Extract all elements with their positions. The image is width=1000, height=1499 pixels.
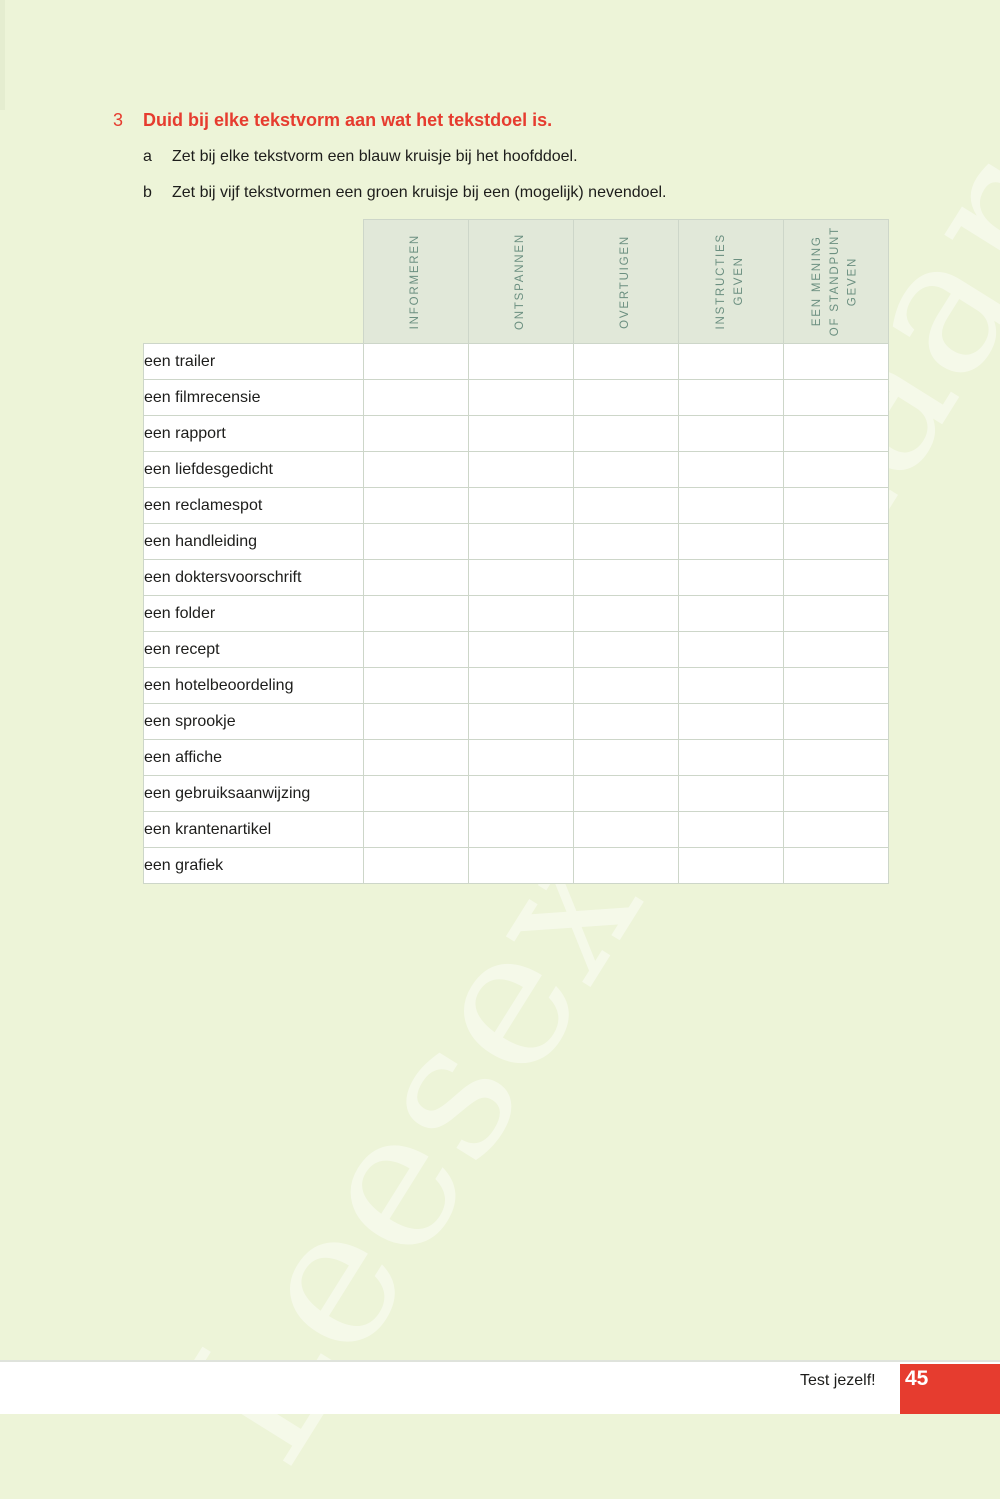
answer-cell[interactable] [783, 524, 888, 560]
answer-cell[interactable] [678, 524, 783, 560]
answer-cell[interactable] [783, 380, 888, 416]
table-row [144, 488, 889, 524]
row-label: een rapport [144, 416, 364, 452]
answer-cell[interactable] [678, 632, 783, 668]
answer-cell[interactable] [468, 560, 573, 596]
column-header-label: EEN MENING OF STANDPUNT GEVEN [810, 226, 859, 337]
answer-cell[interactable] [783, 488, 888, 524]
answer-cell[interactable] [573, 668, 678, 704]
table-row [144, 560, 889, 596]
answer-cell[interactable] [363, 596, 468, 632]
question-number: 3 [113, 110, 124, 130]
answer-cell[interactable] [678, 452, 783, 488]
answer-cell[interactable] [468, 344, 573, 380]
page-number: 45 [905, 1367, 929, 1390]
answer-cell[interactable] [468, 704, 573, 740]
subquestion-a-text: Zet bij elke tekstvorm een blauw kruisje bij het hoofddoel. [172, 148, 578, 165]
table-row [144, 416, 889, 452]
table-row [144, 704, 889, 740]
answer-cell[interactable] [783, 596, 888, 632]
row-label: een doktersvoorschrift [144, 560, 364, 596]
row-label: een affiche [144, 740, 364, 776]
row-label: een liefdesgedicht [144, 452, 364, 488]
column-header-informeren [363, 220, 468, 344]
answer-cell[interactable] [783, 344, 888, 380]
answer-cell[interactable] [363, 524, 468, 560]
answer-cell[interactable] [363, 452, 468, 488]
answer-cell[interactable] [363, 488, 468, 524]
answer-cell[interactable] [573, 524, 678, 560]
answer-cell[interactable] [678, 560, 783, 596]
table-row [144, 848, 889, 884]
column-header-label: INFORMEREN [408, 233, 421, 330]
answer-cell[interactable] [783, 812, 888, 848]
row-label: een krantenartikel [144, 812, 364, 848]
row-label: een sprookje [144, 704, 364, 740]
row-label: een recept [144, 632, 364, 668]
table-row [144, 452, 889, 488]
answer-cell[interactable] [573, 596, 678, 632]
column-header-overtuigen [573, 220, 678, 344]
answer-cell[interactable] [678, 776, 783, 812]
answer-cell[interactable] [363, 668, 468, 704]
answer-cell[interactable] [468, 776, 573, 812]
answer-cell[interactable] [783, 848, 888, 884]
footer-section-title: Test jezelf! [800, 1372, 876, 1389]
answer-cell[interactable] [573, 740, 678, 776]
answer-cell[interactable] [678, 344, 783, 380]
answer-cell[interactable] [363, 380, 468, 416]
subquestion-b-letter: b [143, 184, 152, 201]
answer-cell[interactable] [678, 848, 783, 884]
answer-cell[interactable] [363, 416, 468, 452]
answer-cell[interactable] [678, 596, 783, 632]
table-row [144, 596, 889, 632]
table-row [144, 344, 889, 380]
question-title: Duid bij elke tekstvorm aan wat het tekstdoel is. [143, 110, 553, 130]
column-header-label: OVERTUIGEN [618, 234, 631, 329]
text-purpose-table [143, 219, 889, 884]
table-row [144, 668, 889, 704]
answer-cell[interactable] [783, 704, 888, 740]
answer-cell[interactable] [363, 740, 468, 776]
answer-cell[interactable] [363, 344, 468, 380]
answer-cell[interactable] [468, 668, 573, 704]
column-header-mening-geven [783, 220, 888, 344]
answer-cell[interactable] [678, 416, 783, 452]
answer-cell[interactable] [468, 488, 573, 524]
column-header-label: INSTRUCTIES GEVEN [714, 233, 745, 330]
answer-cell[interactable] [468, 524, 573, 560]
answer-cell[interactable] [573, 812, 678, 848]
answer-cell[interactable] [468, 848, 573, 884]
subquestion-a-letter: a [143, 148, 152, 165]
page-edge-mark [0, 0, 5, 110]
answer-cell[interactable] [783, 668, 888, 704]
answer-cell[interactable] [573, 560, 678, 596]
answer-cell[interactable] [468, 452, 573, 488]
answer-cell[interactable] [468, 632, 573, 668]
subquestion-b-text: Zet bij vijf tekstvormen een groen kruisje bij een (mogelijk) nevendoel. [172, 184, 667, 201]
answer-cell[interactable] [678, 812, 783, 848]
column-header-instructies-geven [678, 220, 783, 344]
answer-cell[interactable] [573, 632, 678, 668]
table-row [144, 524, 889, 560]
table-row [144, 740, 889, 776]
answer-cell[interactable] [573, 452, 678, 488]
answer-cell[interactable] [573, 416, 678, 452]
answer-cell[interactable] [363, 560, 468, 596]
answer-cell[interactable] [783, 776, 888, 812]
row-label: een folder [144, 596, 364, 632]
answer-cell[interactable] [573, 776, 678, 812]
answer-cell[interactable] [678, 488, 783, 524]
answer-cell[interactable] [678, 740, 783, 776]
answer-cell[interactable] [468, 416, 573, 452]
table-header-row [144, 220, 889, 344]
answer-cell[interactable] [678, 704, 783, 740]
answer-cell[interactable] [363, 632, 468, 668]
answer-cell[interactable] [573, 704, 678, 740]
answer-cell[interactable] [783, 632, 888, 668]
row-label: een gebruiksaanwijzing [144, 776, 364, 812]
answer-cell[interactable] [573, 848, 678, 884]
row-label: een trailer [144, 344, 364, 380]
answer-cell[interactable] [468, 380, 573, 416]
row-label: een grafiek [144, 848, 364, 884]
answer-cell[interactable] [678, 380, 783, 416]
row-label: een filmrecensie [144, 380, 364, 416]
answer-cell[interactable] [363, 704, 468, 740]
answer-cell[interactable] [363, 776, 468, 812]
answer-cell[interactable] [573, 344, 678, 380]
answer-cell[interactable] [783, 452, 888, 488]
row-label: een hotelbeoordeling [144, 668, 364, 704]
answer-cell[interactable] [468, 740, 573, 776]
answer-cell[interactable] [678, 668, 783, 704]
column-header-ontspannen [468, 220, 573, 344]
answer-cell[interactable] [573, 380, 678, 416]
answer-cell[interactable] [783, 560, 888, 596]
table-corner [144, 220, 364, 344]
answer-cell[interactable] [573, 488, 678, 524]
table-row [144, 632, 889, 668]
answer-cell[interactable] [363, 812, 468, 848]
table-row [144, 380, 889, 416]
table-row [144, 812, 889, 848]
answer-cell[interactable] [783, 740, 888, 776]
column-header-label: ONTSPANNEN [513, 232, 526, 331]
answer-cell[interactable] [468, 596, 573, 632]
table-row [144, 776, 889, 812]
row-label: een reclamespot [144, 488, 364, 524]
answer-cell[interactable] [363, 848, 468, 884]
answer-cell[interactable] [783, 416, 888, 452]
row-label: een handleiding [144, 524, 364, 560]
answer-cell[interactable] [468, 812, 573, 848]
